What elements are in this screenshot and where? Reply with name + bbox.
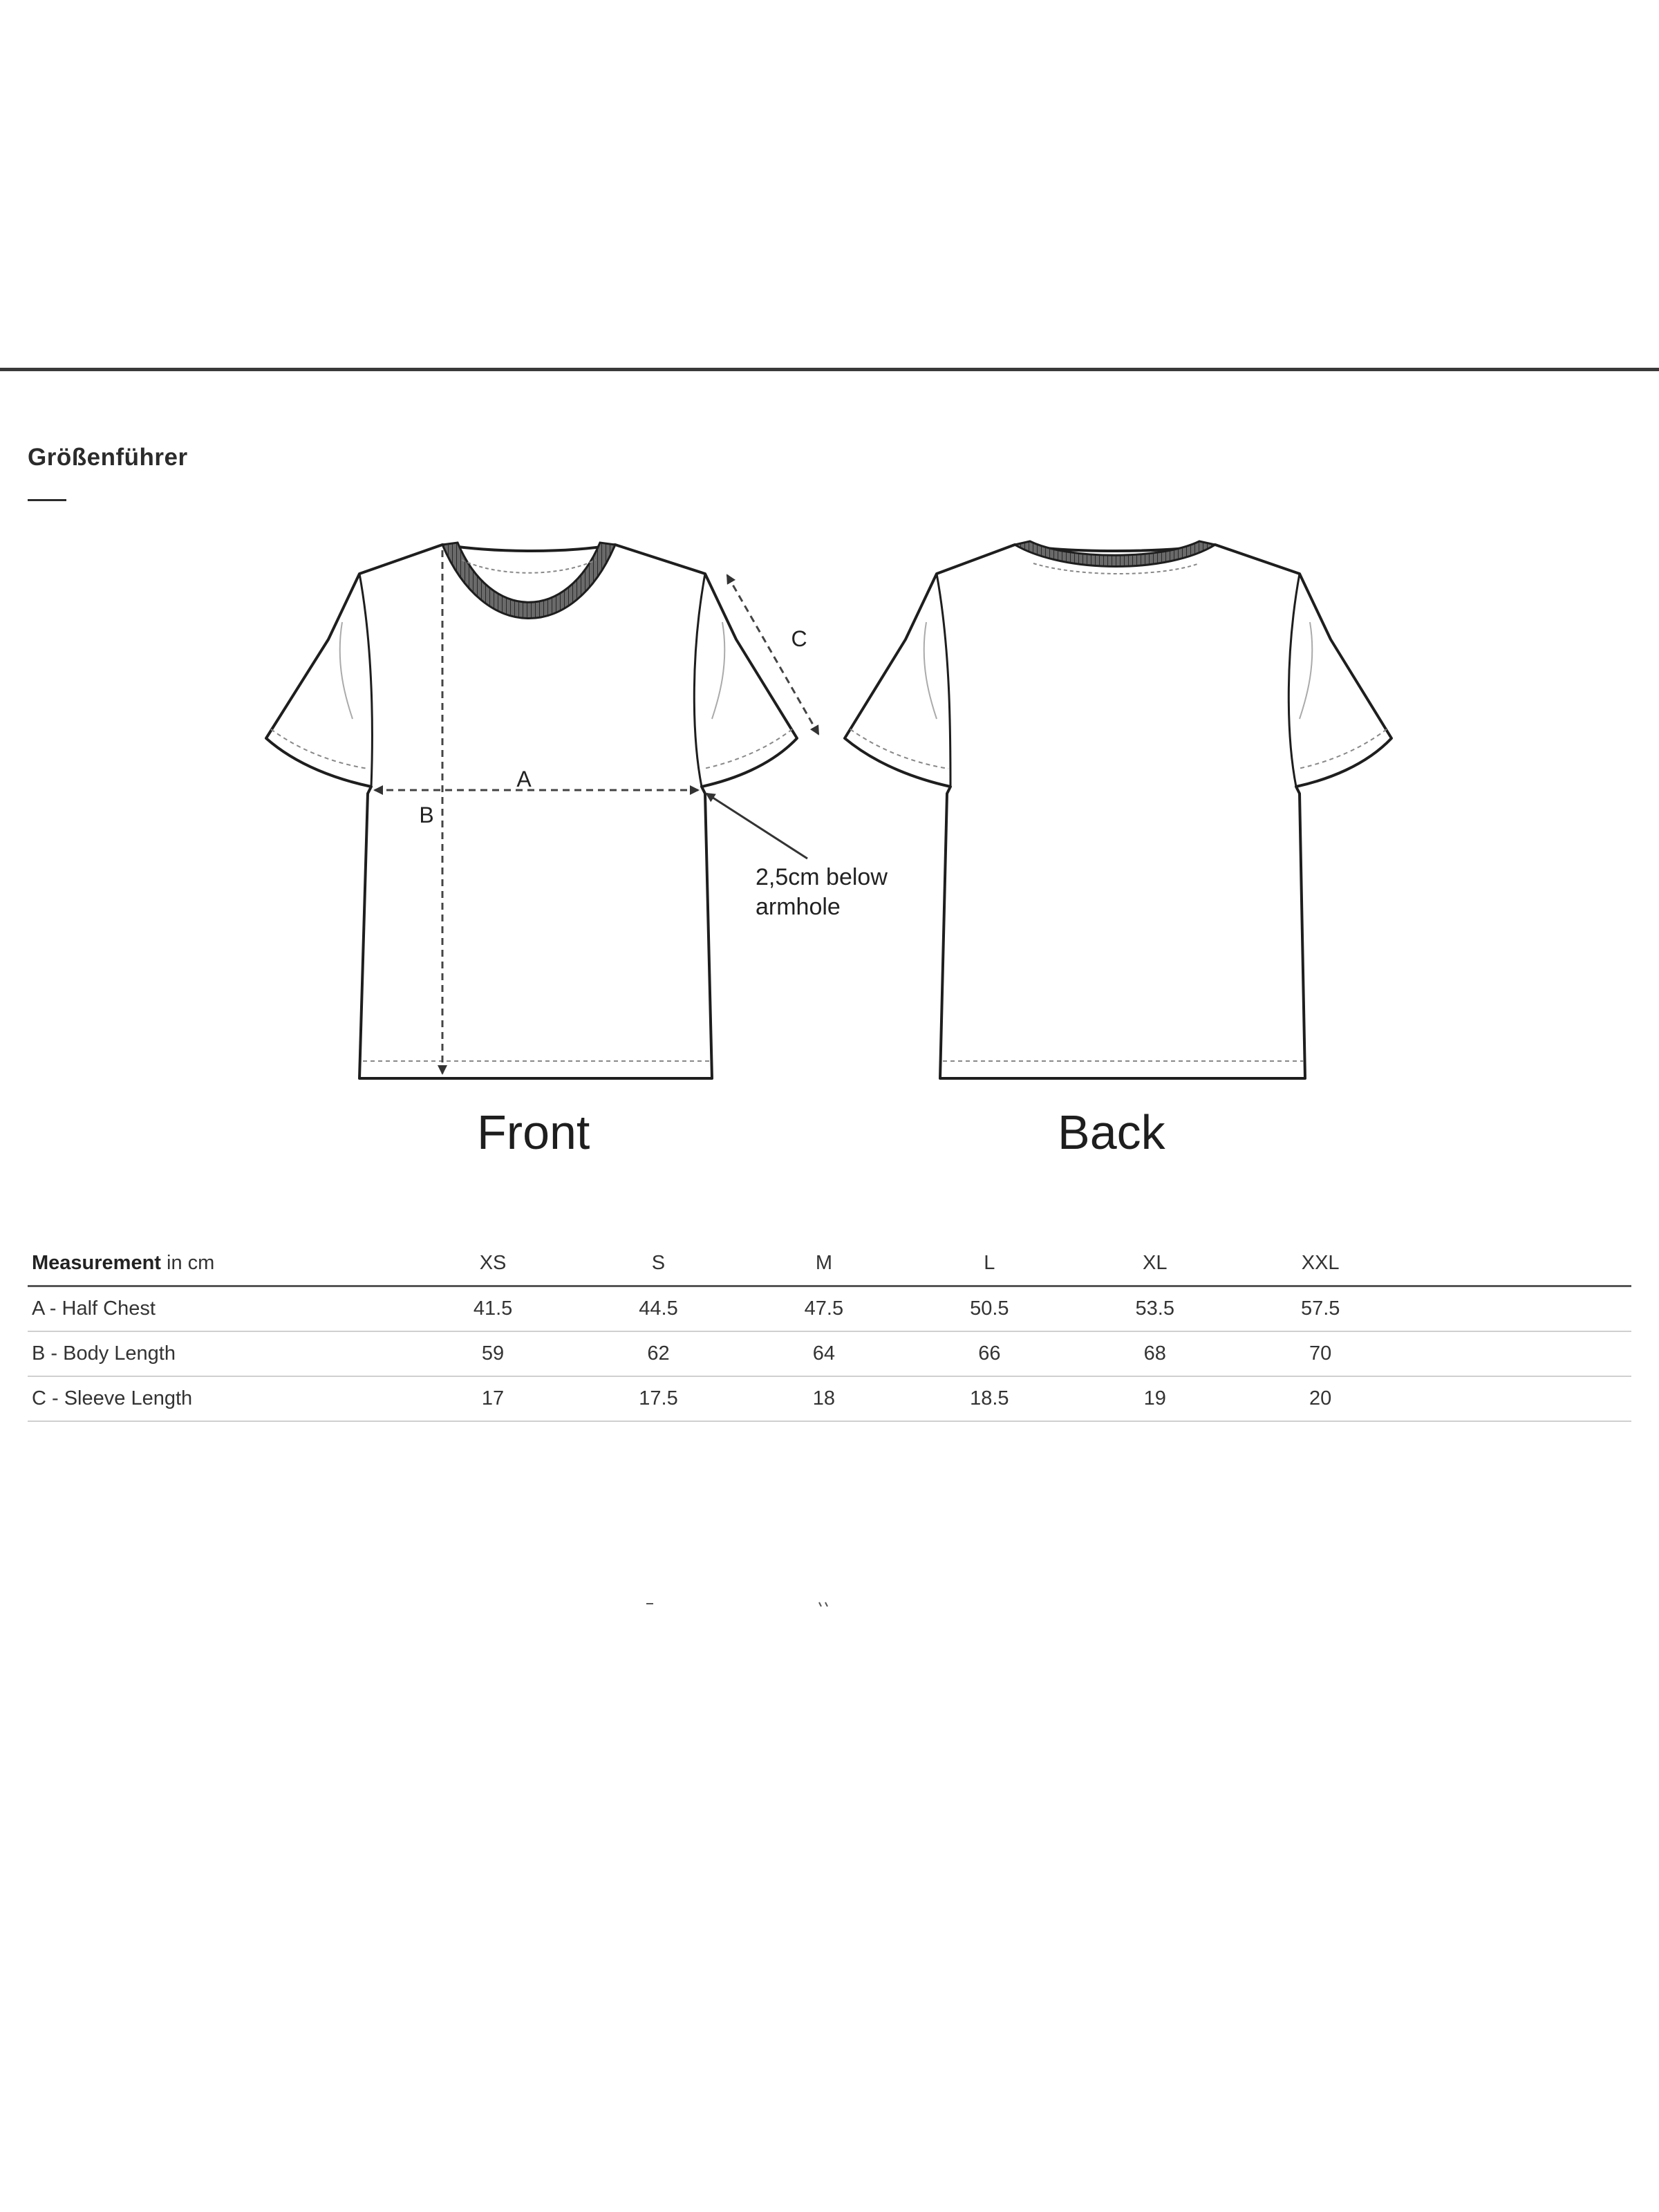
table-cell: 17 — [481, 1387, 505, 1409]
title-underline — [28, 499, 66, 501]
table-cell: 64 — [812, 1342, 836, 1365]
size-table — [28, 1241, 1631, 1422]
stray-marks — [622, 1601, 899, 1608]
table-header-row — [28, 1241, 1631, 1286]
size-header: S — [651, 1252, 666, 1274]
front-label: Front — [477, 1105, 590, 1159]
table-cell: 18.5 — [970, 1387, 1009, 1409]
label-b: B — [419, 803, 434, 827]
size-header: XS — [479, 1252, 507, 1274]
spacer-cell — [1403, 1241, 1631, 1286]
table-cell: 68 — [1143, 1342, 1166, 1365]
tshirt-diagram — [0, 525, 1659, 1175]
armhole-note-arrow — [706, 794, 807, 859]
size-header: XL — [1143, 1252, 1168, 1274]
back-shirt — [845, 545, 1391, 1078]
table-cell: 66 — [978, 1342, 1001, 1365]
table-cell: 47.5 — [804, 1297, 844, 1320]
label-a: A — [516, 767, 532, 791]
row-label: B - Body Length — [32, 1342, 176, 1365]
table-cell: 18 — [812, 1387, 836, 1409]
spacer-cell — [1403, 1286, 1631, 1332]
size-header: XXL — [1301, 1252, 1340, 1274]
table-cell: 17.5 — [639, 1387, 678, 1409]
spacer-cell — [1403, 1331, 1631, 1376]
back-label: Back — [1058, 1105, 1165, 1159]
size-header: L — [984, 1252, 995, 1274]
table-cell: 70 — [1309, 1342, 1332, 1365]
table-cell: 59 — [481, 1342, 505, 1365]
table-cell: 53.5 — [1135, 1297, 1174, 1320]
table-cell: 41.5 — [473, 1297, 513, 1320]
table-cell: 20 — [1309, 1387, 1332, 1409]
table-row — [28, 1376, 1631, 1421]
measurement-header: Measurement in cm — [32, 1252, 215, 1274]
table-cell: 62 — [647, 1342, 670, 1365]
size-header: M — [815, 1252, 832, 1274]
front-shirt — [266, 545, 797, 1078]
row-label: C - Sleeve Length — [32, 1387, 193, 1409]
row-label: A - Half Chest — [32, 1297, 156, 1320]
table-row — [28, 1331, 1631, 1376]
armhole-note-line2: armhole — [756, 894, 841, 920]
table-row — [28, 1286, 1631, 1332]
section-title: Größenführer — [28, 444, 188, 471]
table-cell: 57.5 — [1300, 1297, 1340, 1320]
label-c: C — [791, 626, 807, 651]
armhole-note-line1: 2,5cm below — [756, 864, 888, 890]
table-cell: 50.5 — [970, 1297, 1009, 1320]
top-divider — [0, 368, 1659, 371]
spacer-cell — [1403, 1376, 1631, 1421]
table-cell: 44.5 — [639, 1297, 678, 1320]
table-cell: 19 — [1143, 1387, 1166, 1409]
